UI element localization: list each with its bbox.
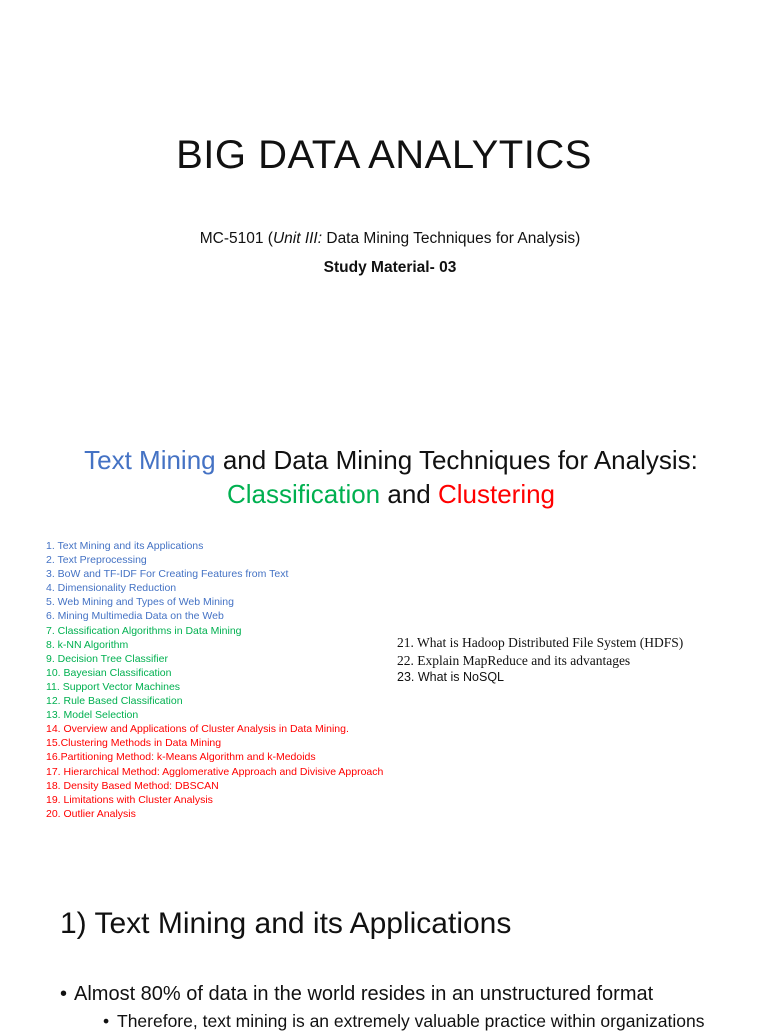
toc-item: 12. Rule Based Classification <box>46 695 183 708</box>
bullet-icon: • <box>103 1011 110 1031</box>
heading-text-mining: Text Mining <box>84 445 216 475</box>
toc-item: 9. Decision Tree Classifier <box>46 652 168 665</box>
toc-item: 11. Support Vector Machines <box>46 680 181 693</box>
bullet-text: Therefore, text mining is an extremely valuable practice within organizations <box>117 1011 705 1031</box>
list-item: 21. What is Hadoop Distributed File System (HDFS) <box>397 635 684 650</box>
extra-topics-list <box>397 634 683 687</box>
toc-item: 1. Text Mining and its Applications <box>46 540 204 552</box>
list-item: 23. What is NoSQL <box>397 670 504 684</box>
bullet-icon: • <box>60 983 68 1005</box>
unit-topic: Data Mining Techniques for Analysis) <box>322 230 581 247</box>
toc-item: 6. Mining Multimedia Data on the Web <box>46 610 224 623</box>
study-material-label: Study Material- 03 <box>323 259 457 276</box>
toc-item: 2. Text Preprocessing <box>46 554 147 567</box>
page-title: BIG DATA ANALYTICS <box>176 133 592 177</box>
list-item: 22. Explain MapReduce and its advantages <box>397 652 631 668</box>
heading-clustering: Clustering <box>437 479 556 509</box>
slide-heading: 1) Text Mining and its Applications <box>60 907 512 940</box>
table-of-contents <box>46 539 383 821</box>
unit-label: Unit III: <box>272 230 323 247</box>
bullet-point <box>60 983 653 1006</box>
heading-and: and <box>380 479 438 509</box>
slide-title <box>0 0 768 403</box>
toc-item: 8. k-NN Algorithm <box>46 638 129 651</box>
course-line <box>0 230 768 248</box>
toc-item: 20. Outlier Analysis <box>46 807 136 820</box>
toc-item: 15.Clustering Methods in Data Mining <box>46 737 222 750</box>
toc-item: 3. BoW and TF-IDF For Creating Features from Text <box>46 568 289 581</box>
toc-item: 7. Classification Algorithms in Data Mining <box>46 624 242 637</box>
bullet-text: Almost 80% of data in the world resides in an unstructured format <box>74 983 654 1005</box>
toc-item: 19. Limitations with Cluster Analysis <box>46 793 213 806</box>
toc-item: 16.Partitioning Method: k-Means Algorithm and k-Medoids <box>46 751 316 764</box>
toc-item: 14. Overview and Applications of Cluster Analysis in Data Mining. <box>46 723 349 736</box>
toc-item: 5. Web Mining and Types of Web Mining <box>46 596 234 609</box>
sub-bullet-point <box>103 1011 705 1032</box>
heading-classification: Classification <box>226 479 381 509</box>
heading-mid: and Data Mining Techniques for Analysis: <box>215 445 698 475</box>
toc-item: 13. Model Selection <box>46 709 139 722</box>
toc-item: 4. Dimensionality Reduction <box>46 582 177 595</box>
section-heading <box>0 443 768 511</box>
toc-item: 18. Density Based Method: DBSCAN <box>46 779 219 792</box>
toc-item: 17. Hierarchical Method: Agglomerative Approach and Divisive Approach <box>46 765 384 778</box>
course-code: MC-5101 ( <box>199 230 273 247</box>
toc-item: 10. Bayesian Classification <box>46 666 172 679</box>
